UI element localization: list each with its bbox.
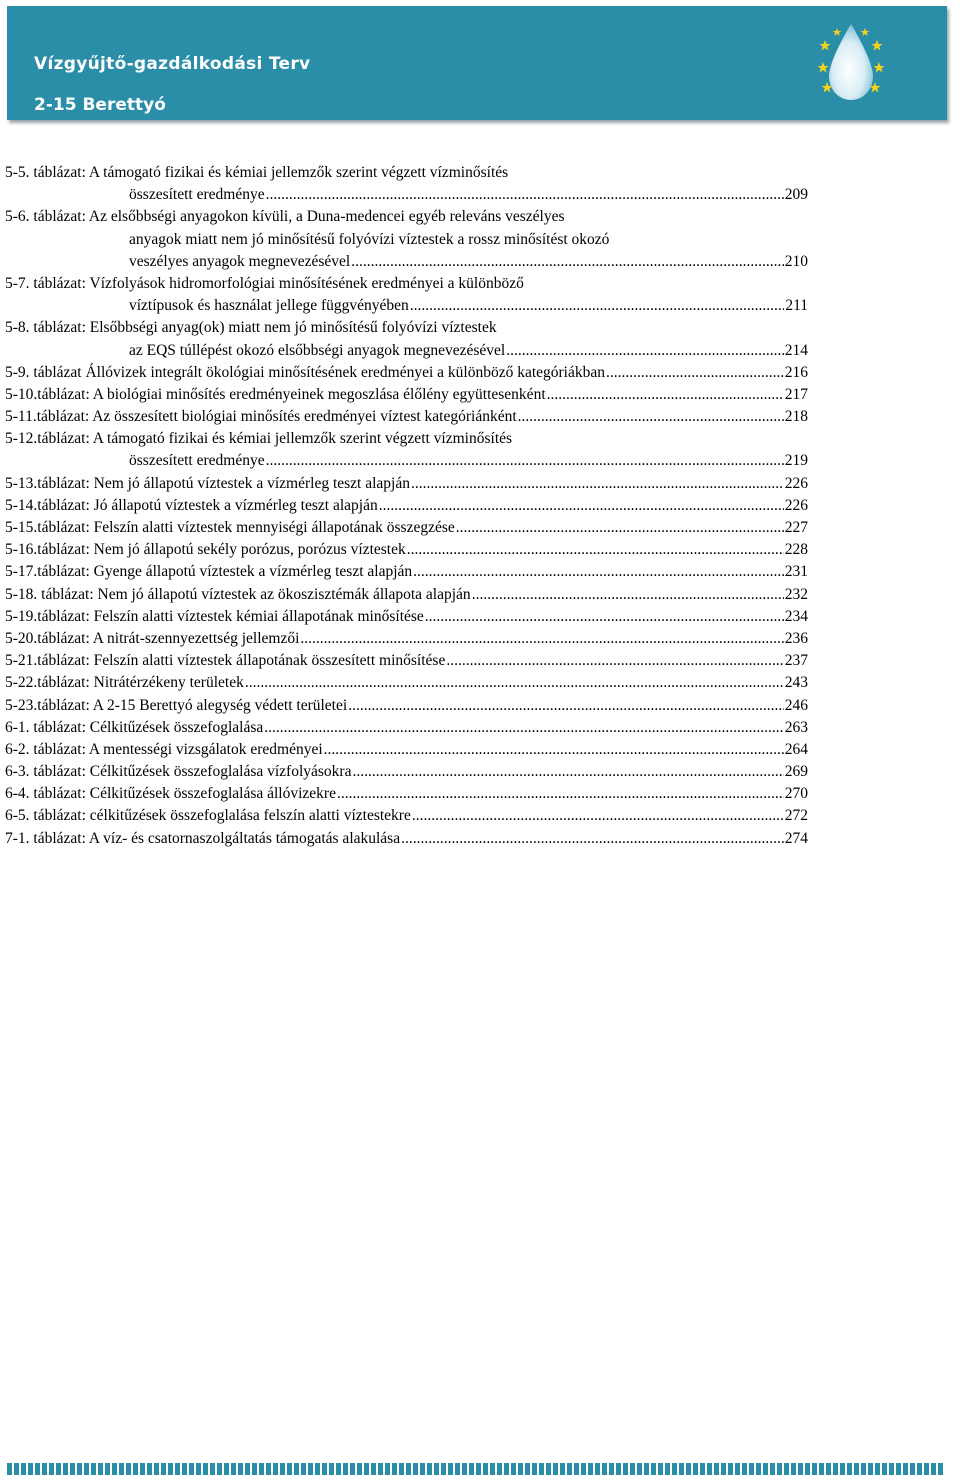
toc-entry-text: 6-3. táblázat: Célkitűzések összefoglalása vízfolyásokra <box>5 763 352 781</box>
toc-entry[interactable] <box>5 695 808 717</box>
toc-entry[interactable] <box>5 672 808 694</box>
toc-entry-text: 6-5. táblázat: célkitűzések összefoglalása felszín alatti víztestekre <box>5 807 411 825</box>
toc-entry-text: 5-14.táblázat: Jó állapotú víztestek a vízmérleg teszt alapján <box>5 496 378 514</box>
dot-leader <box>337 783 784 805</box>
toc-entry-line <box>5 340 808 362</box>
toc-page-number: 263 <box>784 718 808 736</box>
dot-leader <box>300 628 783 650</box>
toc-entry[interactable] <box>5 362 808 384</box>
toc-entry-line <box>5 561 808 583</box>
toc-entry-text: 5-19.táblázat: Felszín alatti víztestek kémiai állapotának minősítése <box>5 607 424 625</box>
toc-entry-line <box>5 628 808 650</box>
toc-entry[interactable] <box>5 650 808 672</box>
dot-leader <box>324 739 784 761</box>
toc-entry-text: 5-12.táblázat: A támogató fizikai és kémiai jellemzők szerint végzett vízminősítés <box>5 430 513 448</box>
toc-entry-text: 5-11.táblázat: Az összesített biológiai minősítés eredményei víztest kategóriánként <box>5 408 517 426</box>
toc-entry-text: anyagok miatt nem jó minősítésű folyóvízi víztestek a rossz minősítést okozó <box>129 230 610 248</box>
toc-entry-line <box>5 539 808 561</box>
toc-entry-text: 5-16.táblázat: Nem jó állapotú sekély porózus, porózus víztestek <box>5 541 406 559</box>
toc-entry-line <box>5 473 808 495</box>
toc-entry-line <box>5 229 808 251</box>
toc-entry-text: összesített eredménye <box>129 186 265 204</box>
toc-entry[interactable] <box>5 428 808 472</box>
toc-page-number: 209 <box>784 186 808 204</box>
toc-entry-text: 5-15.táblázat: Felszín alatti víztestek mennyiségi állapotának összegzése <box>5 519 455 536</box>
toc-page-number: 217 <box>784 385 808 403</box>
toc-entry-text: 5-5. táblázat: A támogató fizikai és kémiai jellemzők szerint végzett vízminősítés <box>5 164 509 181</box>
toc-entry-line <box>5 273 808 295</box>
toc-entry-text: 5-23.táblázat: A 2-15 Berettyó alegység védett területei <box>5 696 348 714</box>
toc-page-number: 264 <box>784 740 808 758</box>
toc-entry[interactable] <box>5 584 808 606</box>
toc-page-number: 270 <box>784 785 808 803</box>
toc-entry[interactable] <box>5 783 808 805</box>
dot-leader <box>412 805 784 827</box>
toc-entry-line <box>5 650 808 672</box>
toc-page-number: 218 <box>784 408 808 426</box>
toc-page-number: 226 <box>784 496 808 514</box>
toc-page-number: 228 <box>784 541 808 559</box>
toc-entry[interactable] <box>5 495 808 517</box>
toc-page-number: 269 <box>784 763 808 781</box>
toc-entry-text: 5-20.táblázat: A nitrát-szennyezettség jellemzői <box>5 629 300 647</box>
toc-entry-line <box>5 672 808 694</box>
toc-entry[interactable] <box>5 717 808 739</box>
toc-entry-text: 5-22.táblázat: Nitrátérzékeny területek <box>5 674 244 692</box>
footer-bar <box>7 1463 945 1475</box>
document-subtitle: 2-15 Berettyó <box>34 95 166 115</box>
toc-entry-line <box>5 206 808 228</box>
toc-entry-line <box>5 717 808 739</box>
toc-entry-text: 6-4. táblázat: Célkitűzések összefoglalása állóvizekre <box>5 785 336 803</box>
toc-entry[interactable] <box>5 384 808 406</box>
dot-leader <box>411 473 784 495</box>
toc-entry-line <box>5 495 808 517</box>
toc-page-number: 243 <box>784 674 808 692</box>
toc-entry-line <box>5 828 808 850</box>
dot-leader <box>425 606 784 628</box>
dot-leader <box>446 650 783 672</box>
toc-page-number: 236 <box>784 629 808 647</box>
toc-page-number: 234 <box>784 607 808 625</box>
toc-entry[interactable] <box>5 317 808 361</box>
toc-entry[interactable] <box>5 805 808 827</box>
toc-entry[interactable] <box>5 828 808 850</box>
toc-entry-line <box>5 450 808 472</box>
toc-entry[interactable] <box>5 761 808 783</box>
toc-page-number: 211 <box>785 297 808 315</box>
toc-entry-text: 7-1. táblázat: A víz- és csatornaszolgáltatás támogatás alakulása <box>5 829 401 847</box>
toc-page-number: 274 <box>784 829 808 847</box>
toc-entry[interactable] <box>5 162 808 206</box>
toc-entry-text: összesített eredménye <box>129 452 265 470</box>
toc-entry-line <box>5 362 808 384</box>
toc-entry-line <box>5 606 808 628</box>
toc-entry-line <box>5 428 808 450</box>
dot-leader <box>266 184 784 206</box>
header-banner <box>7 6 947 120</box>
toc-entry-text: 5-9. táblázat Állóvizek integrált ökológiai minősítésének eredményei a különböző kategóriákban <box>5 363 605 381</box>
dot-leader <box>413 561 784 583</box>
toc-entry-line <box>5 739 808 761</box>
dot-leader <box>264 717 784 739</box>
dot-leader <box>456 517 784 539</box>
toc-entry-text: 5-6. táblázat: Az elsőbbségi anyagokon kívüli, a Duna-medencei egyéb releváns veszélyes <box>5 208 565 226</box>
toc-entry[interactable] <box>5 473 808 495</box>
toc-page-number: 246 <box>784 696 808 714</box>
toc-entry-line <box>5 805 808 827</box>
toc-page-number: 237 <box>784 652 808 670</box>
toc-entry[interactable] <box>5 517 808 539</box>
toc-entry-line <box>5 584 808 606</box>
toc-entry-line <box>5 384 808 406</box>
toc-entry-text: veszélyes anyagok megnevezésével <box>129 252 351 270</box>
dot-leader <box>606 362 784 384</box>
table-of-contents <box>5 162 808 850</box>
toc-entry[interactable] <box>5 273 808 317</box>
dot-leader <box>518 406 784 428</box>
toc-page-number: 231 <box>784 563 808 581</box>
toc-entry-line <box>5 406 808 428</box>
toc-entry-text: 6-1. táblázat: Célkitűzések összefoglalása <box>5 718 264 736</box>
toc-entry-text: 5-8. táblázat: Elsőbbségi anyag(ok) miatt nem jó minősítésű folyóvízi víztestek <box>5 319 497 337</box>
toc-page-number: 226 <box>784 474 808 492</box>
toc-entry-text: 5-13.táblázat: Nem jó állapotú víztestek a vízmérleg teszt alapján <box>5 474 410 492</box>
toc-entry-text: 6-2. táblázat: A mentességi vizsgálatok eredményei <box>5 740 323 758</box>
toc-page-number: 210 <box>784 252 808 270</box>
toc-entry[interactable] <box>5 561 808 583</box>
dot-leader <box>401 828 784 850</box>
toc-entry-text: 5-10.táblázat: A biológiai minősítés eredményeinek megoszlása élőlény együttesenként <box>5 385 546 403</box>
toc-entry-line <box>5 317 808 339</box>
toc-entry-line <box>5 251 808 273</box>
dot-leader <box>547 384 784 406</box>
toc-entry[interactable] <box>5 739 808 761</box>
water-drop-stars-icon <box>815 20 887 106</box>
toc-entry-line <box>5 295 808 317</box>
dot-leader <box>379 495 784 517</box>
toc-page-number: 232 <box>784 585 808 603</box>
toc-entry[interactable] <box>5 206 808 273</box>
dot-leader <box>506 340 784 362</box>
toc-entry-text: az EQS túllépést okozó elsőbbségi anyagok megnevezésével <box>129 341 506 359</box>
toc-page-number: 214 <box>784 341 808 359</box>
dot-leader <box>352 761 783 783</box>
toc-entry-text: 5-21.táblázat: Felszín alatti víztestek állapotának összesített minősítése <box>5 652 446 670</box>
toc-entry[interactable] <box>5 628 808 650</box>
dot-leader <box>351 251 784 273</box>
toc-entry-line <box>5 517 808 539</box>
dot-leader <box>266 450 784 472</box>
toc-page-number: 272 <box>784 807 808 825</box>
toc-entry-text: 5-18. táblázat: Nem jó állapotú víztestek az ökoszisztémák állapota alapján <box>5 585 471 603</box>
toc-entry-line <box>5 783 808 805</box>
toc-entry-line <box>5 761 808 783</box>
dot-leader <box>407 539 784 561</box>
toc-entry-text: 5-17.táblázat: Gyenge állapotú víztestek a vízmérleg teszt alapján <box>5 563 413 581</box>
toc-entry-text: víztípusok és használat jellege függvényében <box>129 297 409 315</box>
dot-leader <box>348 695 784 717</box>
toc-entry-line <box>5 162 808 184</box>
toc-page-number: 219 <box>784 452 808 470</box>
toc-entry[interactable] <box>5 606 808 628</box>
toc-entry-line <box>5 695 808 717</box>
toc-entry[interactable] <box>5 406 808 428</box>
dot-leader <box>410 295 785 317</box>
toc-entry-text: 5-7. táblázat: Vízfolyások hidromorfológiai minősítésének eredményei a különböző <box>5 274 524 292</box>
toc-entry-line <box>5 184 808 206</box>
toc-page-number: 216 <box>784 363 808 381</box>
dot-leader <box>472 584 784 606</box>
document-title: Vízgyűjtő-gazdálkodási Terv <box>34 54 311 74</box>
toc-page-number: 227 <box>784 519 808 536</box>
toc-entry[interactable] <box>5 539 808 561</box>
dot-leader <box>245 672 784 694</box>
